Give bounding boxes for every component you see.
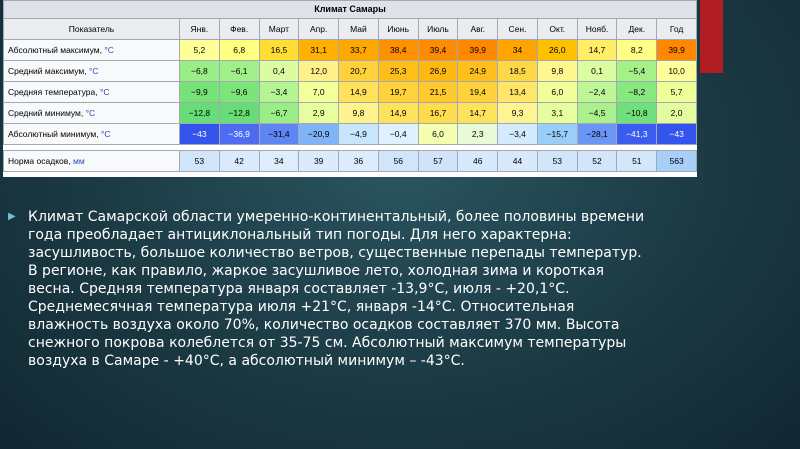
value-cell: 26,9 (418, 61, 458, 82)
value-cell: −9,9 (180, 82, 220, 103)
value-cell: 39,9 (458, 40, 498, 61)
header-label: Показатель (4, 19, 180, 40)
table-row (4, 61, 697, 82)
row-label-cell (4, 151, 180, 172)
value-cell: 38,4 (378, 40, 418, 61)
value-cell: 6,0 (537, 82, 577, 103)
value-cell: −2,4 (577, 82, 617, 103)
value-cell: 12,0 (299, 61, 339, 82)
table-row (4, 124, 697, 145)
value-cell: 20,7 (339, 61, 379, 82)
value-cell: −8,2 (617, 82, 657, 103)
header-month: Март (259, 19, 299, 40)
row-label: Абсолютный минимум, (8, 129, 99, 139)
value-cell: −3,4 (259, 82, 299, 103)
value-cell: −9,6 (219, 82, 259, 103)
value-cell: 57 (418, 151, 458, 172)
value-cell: 9,8 (537, 61, 577, 82)
value-cell: −5,4 (617, 61, 657, 82)
value-cell: 46 (458, 151, 498, 172)
value-cell: 16,7 (418, 103, 458, 124)
value-cell: 14,7 (458, 103, 498, 124)
year-value-cell: −43 (657, 124, 697, 145)
value-cell: −43 (180, 124, 220, 145)
value-cell: 19,4 (458, 82, 498, 103)
value-cell: 5,2 (180, 40, 220, 61)
value-cell: 14,9 (378, 103, 418, 124)
value-cell: 8,2 (617, 40, 657, 61)
value-cell: 39 (299, 151, 339, 172)
value-cell: −6,8 (180, 61, 220, 82)
value-cell: −31,4 (259, 124, 299, 145)
value-cell: 13,4 (498, 82, 538, 103)
value-cell: 2,9 (299, 103, 339, 124)
value-cell: 9,8 (339, 103, 379, 124)
value-cell: 33,7 (339, 40, 379, 61)
table-row (4, 40, 697, 61)
value-cell: 53 (537, 151, 577, 172)
header-month: Фев. (219, 19, 259, 40)
row-unit: °C (99, 87, 110, 97)
header-month: Нояб. (577, 19, 617, 40)
value-cell: 7,0 (299, 82, 339, 103)
value-cell: 34 (259, 151, 299, 172)
value-cell: −0,4 (378, 124, 418, 145)
header-month: Дек. (617, 19, 657, 40)
body-content (8, 208, 648, 370)
bullet-icon: ▶ (8, 211, 16, 222)
value-cell: 39,4 (418, 40, 458, 61)
value-cell: −12,8 (219, 103, 259, 124)
header-month: Сен. (498, 19, 538, 40)
row-label-cell (4, 61, 180, 82)
row-label-cell (4, 82, 180, 103)
value-cell: 2,3 (458, 124, 498, 145)
value-cell: 6,8 (219, 40, 259, 61)
table-row (4, 151, 697, 172)
value-cell: −41,3 (617, 124, 657, 145)
row-unit: °C (104, 45, 114, 55)
value-cell: 25,3 (378, 61, 418, 82)
table-row (4, 103, 697, 124)
value-cell: −4,5 (577, 103, 617, 124)
value-cell: 36 (339, 151, 379, 172)
table-header-row (4, 19, 697, 40)
value-cell: 14,7 (577, 40, 617, 61)
row-label-cell (4, 40, 180, 61)
value-cell: 34 (498, 40, 538, 61)
value-cell: −36,9 (219, 124, 259, 145)
table-body (4, 40, 697, 172)
table-row (4, 82, 697, 103)
header-year: Год (657, 19, 697, 40)
value-cell: 21,5 (418, 82, 458, 103)
value-cell: −4,9 (339, 124, 379, 145)
value-cell: 0,1 (577, 61, 617, 82)
year-value-cell: 39,9 (657, 40, 697, 61)
year-value-cell: 2,0 (657, 103, 697, 124)
row-unit: °C (101, 129, 111, 139)
value-cell: −15,7 (537, 124, 577, 145)
row-label: Средний минимум, (8, 108, 84, 118)
value-cell: −6,1 (219, 61, 259, 82)
value-cell: 19,7 (378, 82, 418, 103)
value-cell: 56 (378, 151, 418, 172)
climate-table (3, 0, 697, 172)
header-month: Июль (418, 19, 458, 40)
value-cell: −12,8 (180, 103, 220, 124)
row-unit: °C (88, 66, 99, 76)
row-label: Абсолютный максимум, (8, 45, 102, 55)
value-cell: 51 (617, 151, 657, 172)
header-month: Май (339, 19, 379, 40)
year-value-cell: 5,7 (657, 82, 697, 103)
value-cell: −6,7 (259, 103, 299, 124)
header-month: Авг. (458, 19, 498, 40)
value-cell: 53 (180, 151, 220, 172)
row-label-cell (4, 124, 180, 145)
value-cell: −3,4 (498, 124, 538, 145)
year-value-cell: 563 (657, 151, 697, 172)
row-label-cell (4, 103, 180, 124)
value-cell: 31,1 (299, 40, 339, 61)
value-cell: 44 (498, 151, 538, 172)
value-cell: 24,9 (458, 61, 498, 82)
row-label: Средняя температура, (8, 87, 98, 97)
header-month: Апр. (299, 19, 339, 40)
value-cell: −20,9 (299, 124, 339, 145)
value-cell: 26,0 (537, 40, 577, 61)
row-unit: мм (72, 156, 85, 166)
value-cell: −10,8 (617, 103, 657, 124)
header-month: Окт. (537, 19, 577, 40)
header-month: Июнь (378, 19, 418, 40)
value-cell: 3,1 (537, 103, 577, 124)
value-cell: 0,4 (259, 61, 299, 82)
table-caption: Климат Самары (3, 0, 697, 18)
value-cell: −28,1 (577, 124, 617, 145)
row-unit: °C (85, 108, 96, 118)
value-cell: 16,5 (259, 40, 299, 61)
row-label: Норма осадков, (8, 156, 71, 166)
row-label: Средний максимум, (8, 66, 87, 76)
header-month: Янв. (180, 19, 220, 40)
value-cell: 14,9 (339, 82, 379, 103)
climate-table-panel (3, 0, 697, 177)
value-cell: 42 (219, 151, 259, 172)
accent-bar (700, 0, 723, 73)
value-cell: 52 (577, 151, 617, 172)
body-paragraph: Климат Самарской области умеренно-континентальный, более половины времени года преобладает антициклональный тип погоды. Для него характерна: засушливость, большое количество ветров, существенные перепады температур. В регионе, как правило, жаркое засушливое лето, холодная зима и короткая весна. Средняя температура января составляет -13,9°C, июля - +20,1°C. Среднемесячная температура июля +21°C, января -14°C. Относительная влажность воздуха около 70%, количество осадков составляет 370 мм. Высота снежного покрова колеблется от 35-75 см. Абсолютный максимум температуры воздуха в Самаре - +40°C, а абсолютный минимум – -43°C. (28, 209, 645, 369)
value-cell: 6,0 (418, 124, 458, 145)
value-cell: 9,3 (498, 103, 538, 124)
value-cell: 18,5 (498, 61, 538, 82)
year-value-cell: 10,0 (657, 61, 697, 82)
